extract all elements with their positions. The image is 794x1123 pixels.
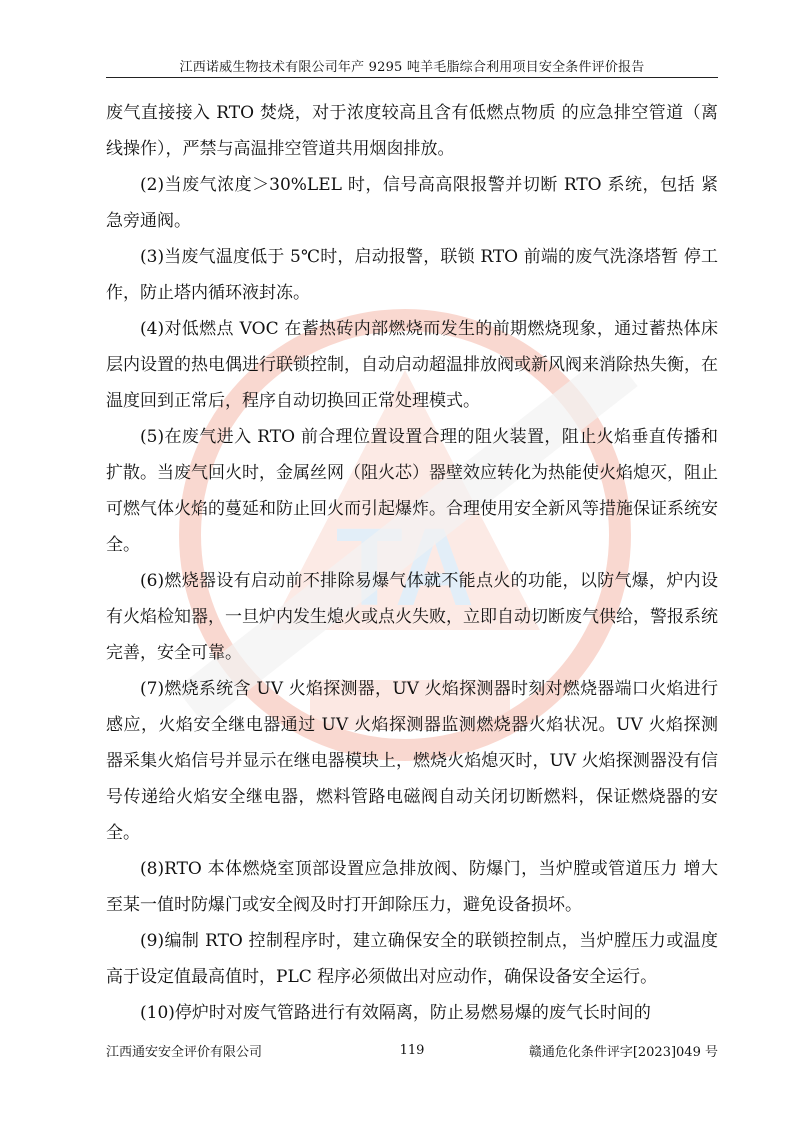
document-body bbox=[106, 95, 718, 1031]
footer-company-name: 江西通安安全评价有限公司 bbox=[106, 1045, 263, 1060]
paragraph-item-2: (2)当废气浓度＞30%LEL 时，信号高高限报警并切断 RTO 系统，包括 紧急旁通阀。 bbox=[106, 175, 718, 231]
paragraph-item-8: (8)RTO 本体燃烧室顶部设置应急排放阀、防爆门，当炉膛或管道压力 增大至某一值时防爆门或安全阀及时打开卸除压力，避免设备损坏。 bbox=[106, 859, 718, 915]
paragraph-item-5: (5)在废气进入 RTO 前合理位置设置合理的阻火装置，阻止火焰垂直传播和扩散。当废气回火时，金属丝网（阻火芯）器壁效应转化为热能使火焰熄灭，阻止可燃气体火焰的蔓延和防止回火而引起爆炸。合理使用安全新风等措施保证系统安全。 bbox=[106, 427, 718, 555]
header-divider bbox=[106, 77, 718, 78]
paragraph-item-3: (3)当废气温度低于 5℃时，启动报警，联锁 RTO 前端的废气洗涤塔暂 停工作，防止塔内循环液封冻。 bbox=[106, 247, 718, 303]
page-header-title: 江西诺威生物技术有限公司年产 9295 吨羊毛脂综合利用项目安全条件评价报告 bbox=[179, 60, 645, 75]
paragraph-item-10: (10)停炉时对废气管路进行有效隔离，防止易燃易爆的废气长时间的 bbox=[140, 1003, 651, 1023]
svg-text:TA: TA bbox=[335, 506, 475, 629]
paragraph-continuation: 废气直接接入 RTO 焚烧，对于浓度较高且含有低燃点物质 的应急排空管道（离线操作），严禁与高温排空管道共用烟囱排放。 bbox=[106, 103, 718, 159]
page-footer bbox=[106, 1041, 718, 1061]
paragraph-item-9: (9)编制 RTO 控制程序时，建立确保安全的联锁控制点，当炉膛压力或温度高于设定值最高值时，PLC 程序必须做出对应动作，确保设备安全运行。 bbox=[106, 931, 718, 987]
paragraph-item-4: (4)对低燃点 VOC 在蓄热砖内部燃烧而发生的前期燃烧现象，通过蓄热体床层内设置的热电偶进行联锁控制，自动启动超温排放阀或新风阀来消除热失衡，在温度回到正常后，程序自动切换回正常处理模式。 bbox=[106, 319, 718, 411]
paragraph-item-6: (6)燃烧器设有启动前不排除易爆气体就不能点火的功能，以防气爆，炉内设有火焰检知器，一旦炉内发生熄火或点火失败，立即自动切断废气供给，警报系统完善，安全可靠。 bbox=[106, 571, 718, 663]
footer-certificate-number: 赣通危化条件评字[2023]049 号 bbox=[528, 1045, 718, 1060]
paragraph-item-7: (7)燃烧系统含 UV 火焰探测器，UV 火焰探测器时刻对燃烧器端口火焰进行感应，火焰安全继电器通过 UV 火焰探测器监测燃烧器火焰状况。UV 火焰探测器采集火焰信号并显示在继电器模块上，燃烧火焰熄灭时，UV 火焰探测器没有信号传递给火焰安全继电器，燃料管路电磁阀自动关闭切断燃料，保证燃烧器的安全。 bbox=[106, 679, 718, 843]
footer-page-number: 119 bbox=[399, 1043, 425, 1058]
